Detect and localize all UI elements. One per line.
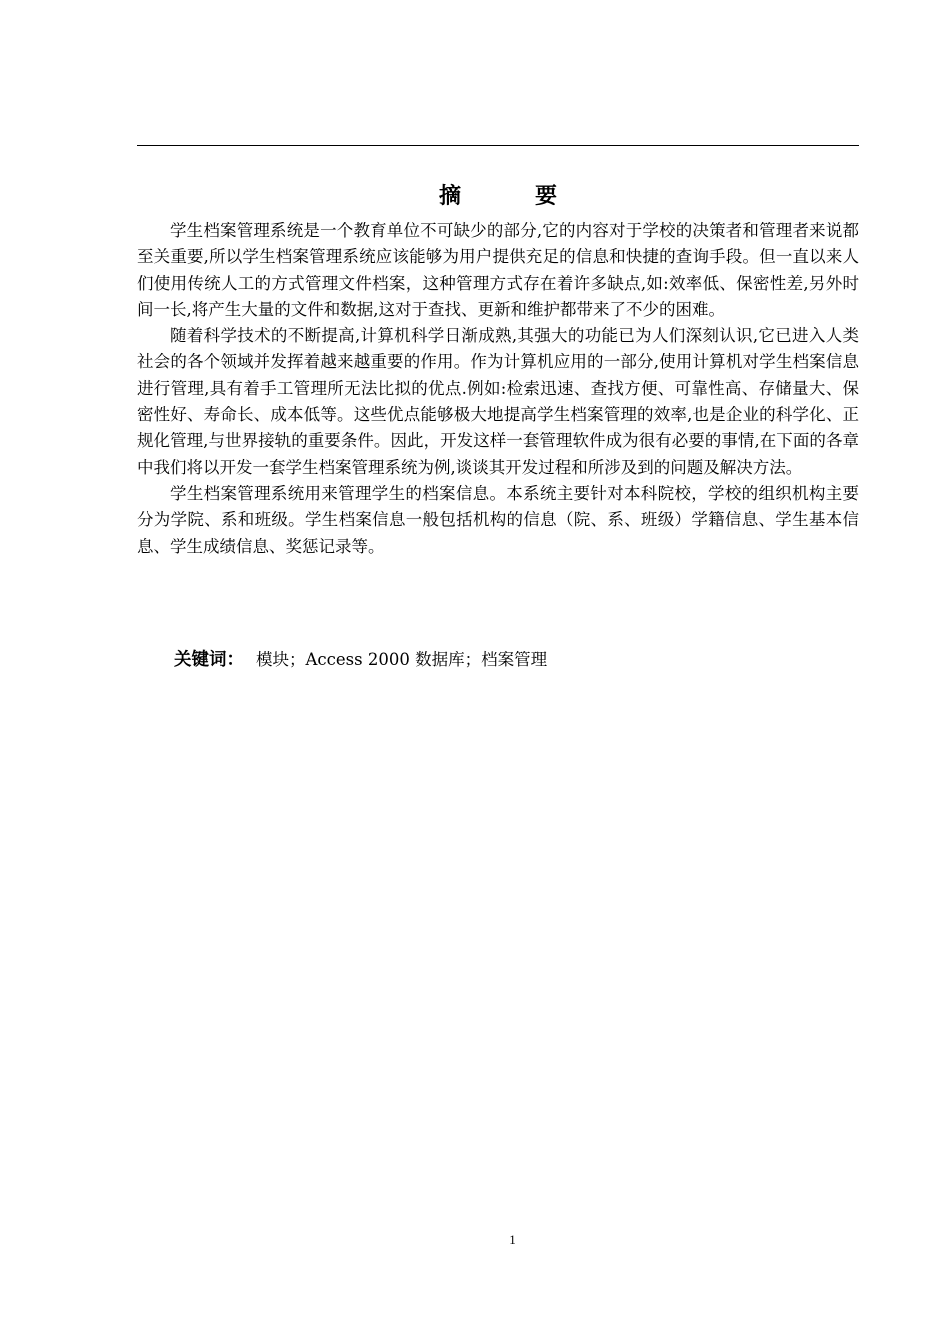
abstract-paragraph-1: 学生档案管理系统是一个教育单位不可缺少的部分,它的内容对于学校的决策者和管理者来说都至关重要,所以学生档案管理系统应该能够为用户提供充足的信息和快捷的查询手段。但一直以来人们使用传统人工的方式管理文件档案，这种管理方式存在着许多缺点,如:效率低、保密性差,另外时间一长,将产生大量的文件和数据,这对于查找、更新和维护都带来了不少的困难。 [137,221,859,319]
abstract-paragraph-2: 随着科学技术的不断提高,计算机科学日渐成熟,其强大的功能已为人们深刻认识,它已进入人类社会的各个领域并发挥着越来越重要的作用。作为计算机应用的一部分,使用计算机对学生档案信息进行管理,具有着手工管理所无法比拟的优点.例如:检索迅速、查找方便、可靠性高、存储量大、保密性好、寿命长、成本低等。这些优点能够极大地提高学生档案管理的效率,也是企业的科学化、正规化管理,与世界接轨的重要条件。因此，开发这样一套管理软件成为很有必要的事情,在下面的各章中我们将以开发一套学生档案管理系统为例,谈谈其开发过程和所涉及到的问题及解决方法。 [137,326,859,477]
keywords-label: 关键词： [174,650,244,670]
title-part-2: 要 [535,184,558,209]
title-part-1: 摘 [438,184,461,209]
abstract-paragraph-3: 学生档案管理系统用来管理学生的档案信息。本系统主要针对本科院校，学校的组织机构主要分为学院、系和班级。学生档案信息一般包括机构的信息（院、系、班级）学籍信息、学生基本信息、学生成绩信息、奖惩记录等。 [137,483,859,556]
page-title [137,182,859,212]
page-number: 1 [509,1232,516,1247]
keywords-line [174,647,547,673]
abstract-body [137,218,859,560]
header-rule [137,145,859,146]
keywords-value: 模块；Access 2000 数据库；档案管理 [256,650,548,669]
